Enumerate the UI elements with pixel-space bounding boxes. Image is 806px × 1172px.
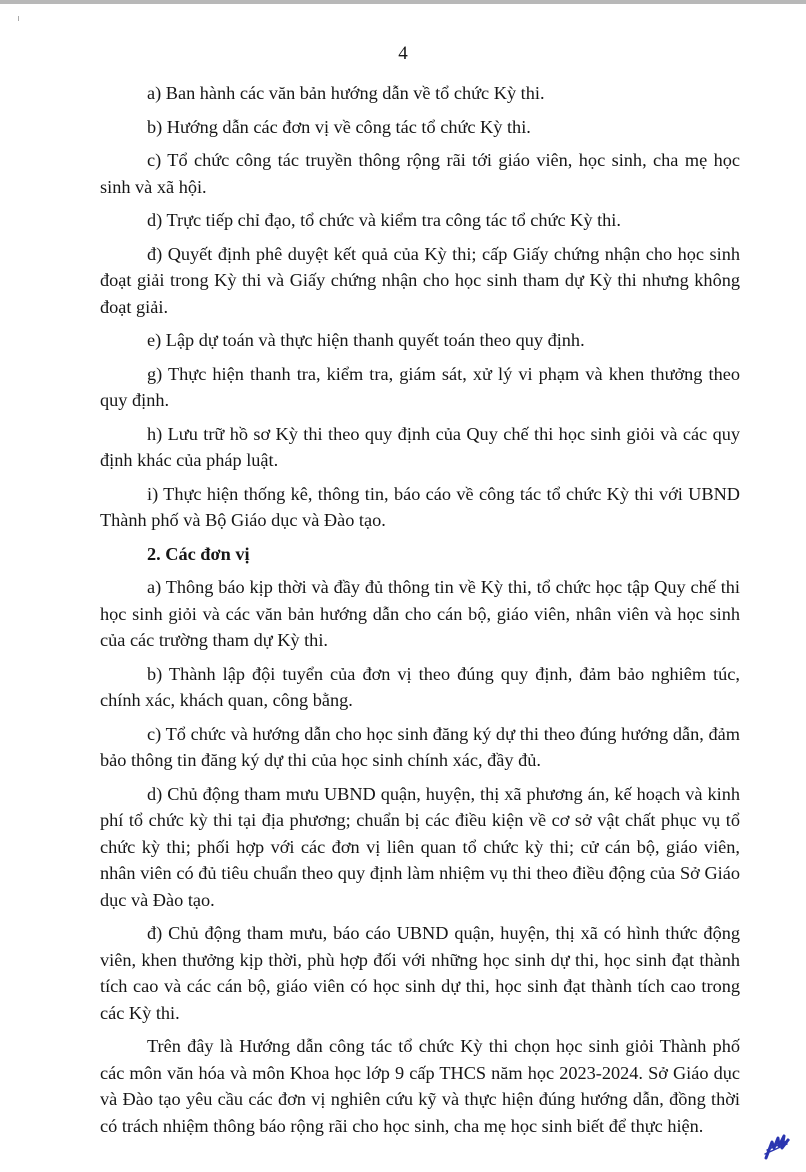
scan-mark <box>18 16 19 21</box>
page-number: 4 <box>398 43 408 64</box>
document-body <box>100 80 740 1146</box>
section2-item-d: d) Chủ động tham mưu UBND quận, huyện, thị xã phương án, kế hoạch và kinh phí tổ chức kỳ thi tại địa phương; chuẩn bị các điều kiện về cơ sở vật chất phục vụ tổ chức kỳ thi; phối hợp với các đơn vị liên quan tổ chức kỳ thi; cử cán bộ, giáo viên, nhân viên có đủ tiêu chuẩn theo quy định làm nhiệm vụ thi theo điều động của Sở Giáo dục và Đào tạo. <box>100 783 740 910</box>
section2-heading: 2. Các đơn vị <box>147 543 250 564</box>
section2-item-dd: đ) Chủ động tham mưu, báo cáo UBND quận, huyện, thị xã có hình thức động viên, khen thưởng kịp thời, phù hợp đối với những học sinh dự thi, học sinh đạt thành tích cao và các cán bộ, giáo viên có học sinh dự thi, học sinh đạt thành tích cao trong các Kỳ thi. <box>100 923 740 1023</box>
section1-item-b: b) Hướng dẫn các đơn vị về công tác tổ chức Kỳ thi. <box>147 116 531 137</box>
section1-item-h: h) Lưu trữ hồ sơ Kỳ thi theo quy định của Quy chế thi học sinh giỏi và các quy định khác của pháp luật. <box>100 423 740 470</box>
section1-item-e: e) Lập dự toán và thực hiện thanh quyết toán theo quy định. <box>147 330 585 350</box>
closing-paragraph: Trên đây là Hướng dẫn công tác tổ chức Kỳ thi chọn học sinh giỏi Thành phố các môn văn hóa và môn Khoa học lớp 9 cấp THCS năm học 2023-2024. Sở Giáo dục và Đào tạo yêu cầu các đơn vị nghiên cứu kỹ và thực hiện đúng hướng dẫn, đồng thời có trách nhiệm thông báo rộng rãi cho học sinh, cha mẹ học sinh biết để thực hiện. <box>100 1036 740 1136</box>
section1-item-a: a) Ban hành các văn bản hướng dẫn về tổ chức Kỳ thi. <box>147 83 545 103</box>
section2-item-b: b) Thành lập đội tuyển của đơn vị theo đúng quy định, đảm bảo nghiêm túc, chính xác, khách quan, công bằng. <box>100 663 740 710</box>
initials-signature-icon <box>762 1134 792 1162</box>
section1-item-g: g) Thực hiện thanh tra, kiểm tra, giám sát, xử lý vi phạm và khen thưởng theo quy định. <box>100 363 740 410</box>
section1-item-c: c) Tổ chức công tác truyền thông rộng rãi tới giáo viên, học sinh, cha mẹ học sinh và xã hội. <box>100 150 740 197</box>
section1-item-dd: đ) Quyết định phê duyệt kết quả của Kỳ thi; cấp Giấy chứng nhận cho học sinh đoạt giải trong Kỳ thi và Giấy chứng nhận cho học sinh tham dự Kỳ thi nhưng không đoạt giải. <box>100 243 740 317</box>
section1-item-i: i) Thực hiện thống kê, thông tin, báo cáo về công tác tổ chức Kỳ thi với UBND Thành phố và Bộ Giáo dục và Đào tạo. <box>100 483 740 530</box>
section2-item-a: a) Thông báo kịp thời và đầy đủ thông tin về Kỳ thi, tổ chức học tập Quy chế thi học sinh giỏi và các văn bản hướng dẫn cho cán bộ, giáo viên, nhân viên và học sinh của các trường tham dự Kỳ thi. <box>100 577 740 650</box>
section1-item-d: d) Trực tiếp chỉ đạo, tổ chức và kiểm tra công tác tổ chức Kỳ thi. <box>147 210 621 230</box>
section2-item-c: c) Tổ chức và hướng dẫn cho học sinh đăng ký dự thi theo đúng hướng dẫn, đảm bảo thông tin đăng ký dự thi của học sinh chính xác, đầy đủ. <box>100 723 740 770</box>
